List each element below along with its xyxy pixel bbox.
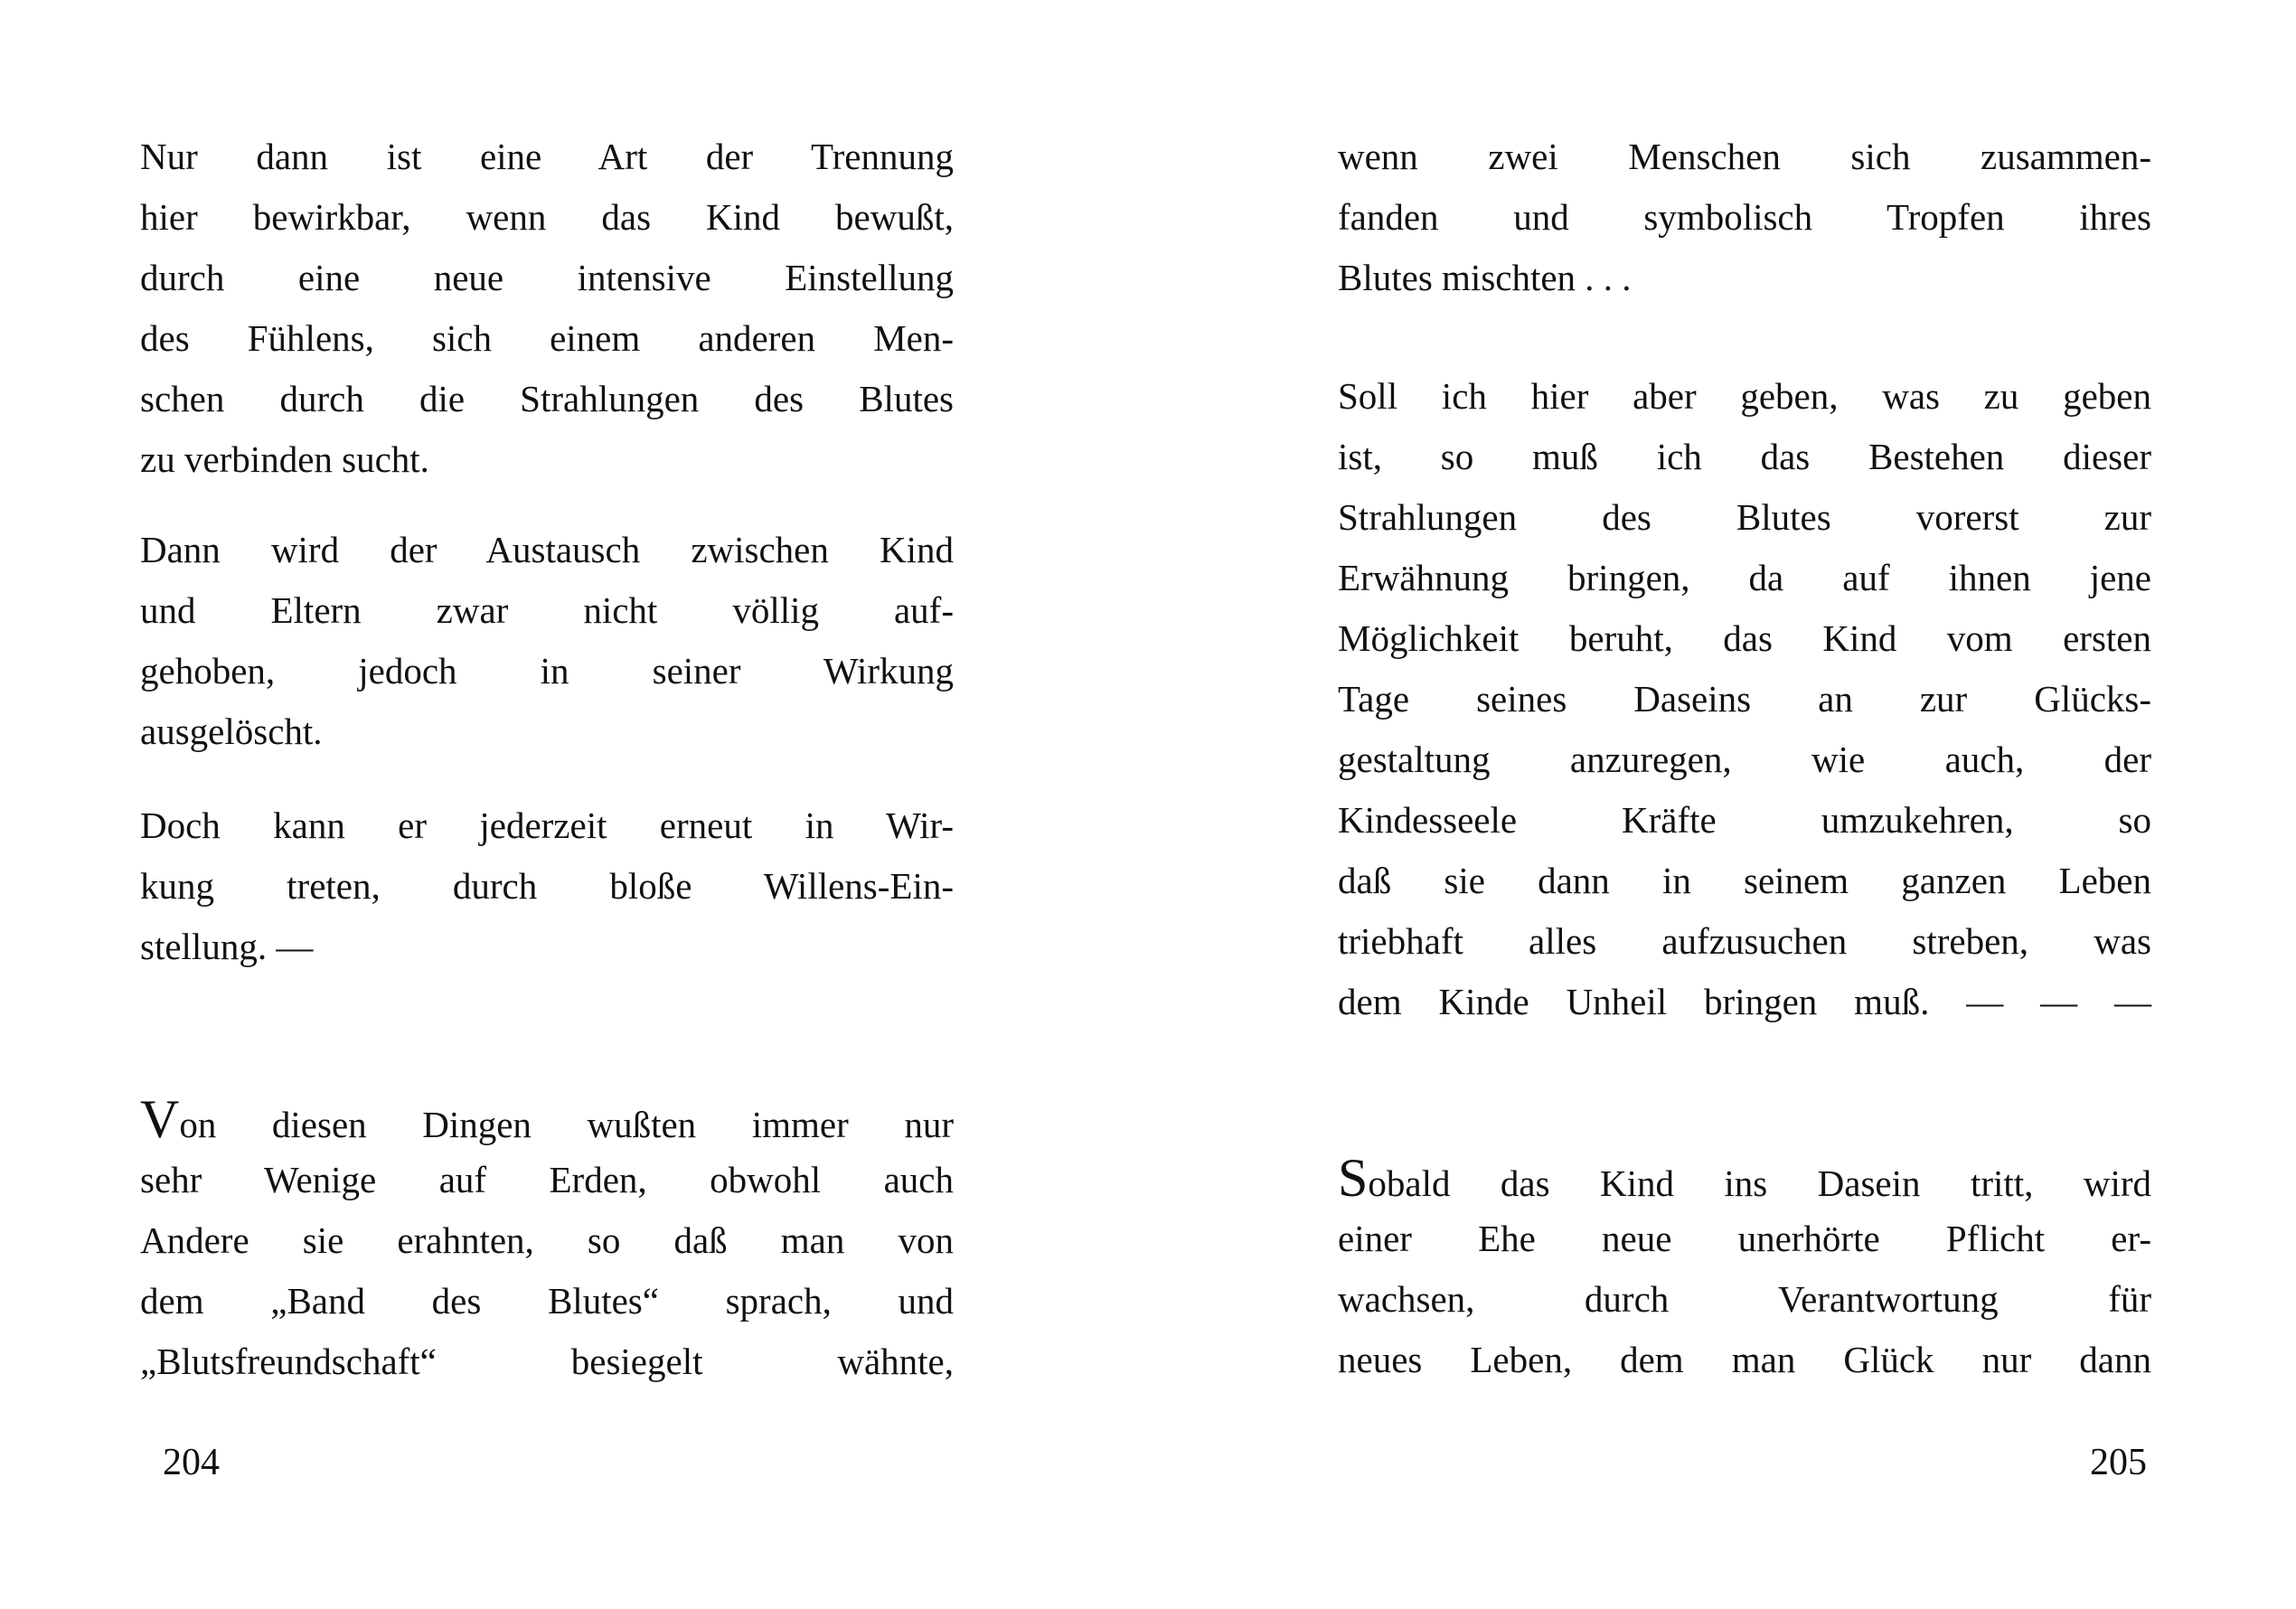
text-line: gehoben, jedoch in seiner Wirkung	[140, 650, 954, 692]
text-line: zu verbinden sucht.	[140, 438, 429, 480]
text-line: stellung. —	[140, 926, 314, 967]
text-line: Nur dann ist eine Art der Trennung	[140, 136, 954, 177]
text-line: Blutes mischten . . .	[1338, 257, 1632, 298]
page-number: 205	[2090, 1442, 2147, 1483]
text-line: wenn zwei Menschen sich zusammen-	[1338, 136, 2151, 177]
text-line: des Fühlens, sich einem anderen Men-	[140, 317, 954, 359]
text-line: einer Ehe neue unerhörte Pflicht er-	[1338, 1218, 2151, 1259]
text-line: durch eine neue intensive Einstellung	[140, 257, 954, 298]
text-line: sehr Wenige auf Erden, obwohl auch	[140, 1159, 954, 1200]
text-line: hier bewirkbar, wenn das Kind bewußt,	[140, 196, 954, 238]
right-page	[1338, 0, 2151, 1609]
paragraph-willens-einstellung	[140, 795, 954, 977]
text-line: daß sie dann in seinem ganzen Leben	[1338, 860, 2151, 901]
paragraph-strahlungen	[1338, 366, 2151, 1032]
text-line: und Eltern zwar nicht völlig auf-	[140, 589, 954, 631]
page-number: 204	[163, 1442, 220, 1483]
drop-letter: S	[1338, 1148, 1369, 1208]
text-line: ausgelöscht.	[140, 710, 323, 752]
left-page	[140, 0, 954, 1609]
text-line-rest: on diesen Dingen wußten immer nur	[179, 1104, 954, 1145]
text-line-rest: obald das Kind ins Dasein tritt, wird	[1368, 1162, 2151, 1204]
text-line: wachsen, durch Verantwortung für	[1338, 1278, 2151, 1320]
text-line: Möglichkeit beruht, das Kind vom ersten	[1338, 617, 2151, 659]
text-line: dem Kinde Unheil bringen muß. — — —	[1338, 981, 2151, 1022]
text-line: Erwähnung bringen, da auf ihnen jene	[1338, 557, 2151, 598]
text-line: triebhaft alles aufzusuchen streben, was	[1338, 920, 2151, 962]
text-line: Andere sie erahnten, so daß man von	[140, 1219, 954, 1261]
text-line: ist, so muß ich das Bestehen dieser	[1338, 436, 2151, 477]
text-line: Doch kann er jederzeit erneut in Wir-	[140, 804, 954, 846]
text-line: Strahlungen des Blutes vorerst zur	[1338, 496, 2151, 538]
text-line: dem „Band des Blutes“ sprach, und	[140, 1280, 954, 1322]
paragraph-trennung	[140, 127, 954, 490]
paragraph-austausch	[140, 520, 954, 762]
text-line: kung treten, durch bloße Willens-Ein-	[140, 865, 954, 907]
text-line: Kindesseele Kräfte umzukehren, so	[1338, 799, 2151, 841]
drop-letter: V	[140, 1089, 180, 1149]
paragraph-sobald-das-kind	[1338, 1148, 2151, 1390]
paragraph-von-diesen-dingen	[140, 1089, 954, 1392]
paragraph-blut-mischen	[1338, 127, 2151, 308]
text-line-with-drop-letter	[1338, 1148, 2151, 1209]
text-line: Soll ich hier aber geben, was zu geben	[1338, 375, 2151, 417]
text-line: „Blutsfreundschaft“ besiegelt wähnte,	[140, 1341, 954, 1382]
text-line: schen durch die Strahlungen des Blutes	[140, 378, 954, 419]
text-line: fanden und symbolisch Tropfen ihres	[1338, 196, 2151, 238]
text-line-with-drop-letter	[140, 1089, 954, 1150]
text-line: neues Leben, dem man Glück nur dann	[1338, 1339, 2151, 1380]
text-line: gestaltung anzuregen, wie auch, der	[1338, 739, 2151, 780]
text-line: Tage seines Daseins an zur Glücks-	[1338, 678, 2151, 720]
text-line: Dann wird der Austausch zwischen Kind	[140, 529, 954, 570]
